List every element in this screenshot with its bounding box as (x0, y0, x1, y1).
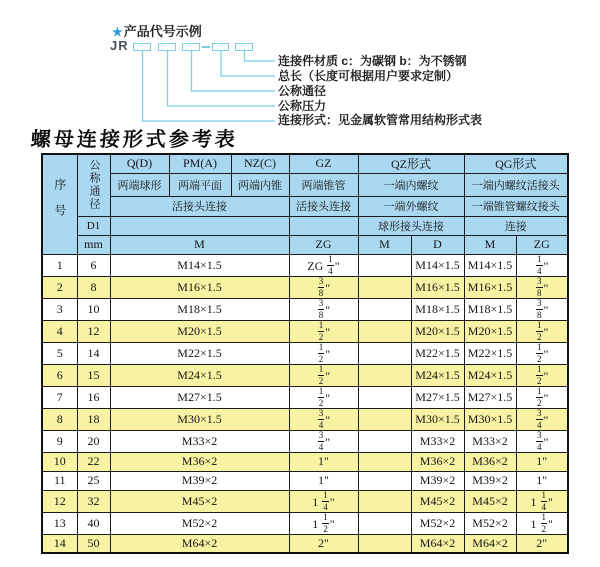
cell-m: M39×2 (110, 471, 289, 490)
cell-qz-m (358, 534, 411, 553)
cell-m: M52×2 (110, 512, 289, 534)
cell-qg-zg: $\frac{3}{4}$ " (516, 408, 568, 430)
cell-m: M36×2 (110, 452, 289, 471)
cell-qz-d: M64×2 (411, 534, 464, 553)
header-qz-m: M (358, 235, 411, 254)
table-row (42, 298, 568, 320)
diagram-label-length: 总长（长度可根据用户要求定制） (278, 69, 459, 83)
header-qg-zg: ZG (516, 235, 568, 254)
cell-qg-m: M20×1.5 (464, 320, 516, 342)
header-gz-sub: 两端锥管 (289, 173, 358, 196)
cell-qz-m (358, 430, 411, 452)
cell-gz-zg: $\frac{3}{8}$ " (289, 276, 358, 298)
header-qg-sub2: 一端锥管螺纹接头 (464, 196, 568, 216)
cell-gz-zg: $\frac{1}{2}$ " (289, 364, 358, 386)
table-row (42, 512, 568, 534)
cell-m: M64×2 (110, 534, 289, 553)
header-col-nz: NZ(C) (231, 154, 289, 173)
table-row (42, 276, 568, 298)
cell-seq: 13 (42, 512, 77, 534)
cell-d1: 8 (77, 276, 110, 298)
code-dash (202, 46, 210, 48)
cell-gz-zg: $\frac{1}{2}$ " (289, 320, 358, 342)
table-title: 螺母连接形式参考表 (30, 129, 239, 151)
cell-d1: 15 (77, 364, 110, 386)
cell-seq: 8 (42, 408, 77, 430)
diagram-label-connection: 连接形式：见金属软管常用结构形式表 (278, 113, 483, 127)
cell-seq: 1 (42, 254, 77, 276)
cell-qg-zg: 1 $\frac{1}{4}$ " (516, 490, 568, 512)
table-body (42, 254, 568, 553)
cell-qg-zg: $\frac{1}{4}$ " (516, 254, 568, 276)
cell-qz-d: M14×1.5 (411, 254, 464, 276)
cell-qz-d: M52×2 (411, 512, 464, 534)
cell-d1: 25 (77, 471, 110, 490)
cell-qg-zg: $\frac{1}{2}$ " (516, 342, 568, 364)
cell-qg-m: M27×1.5 (464, 386, 516, 408)
cell-qg-m: M24×1.5 (464, 364, 516, 386)
cell-qz-d: M24×1.5 (411, 364, 464, 386)
table-row (42, 254, 568, 276)
cell-d1: 32 (77, 490, 110, 512)
cell-qz-d: M16×1.5 (411, 276, 464, 298)
table-row (42, 452, 568, 471)
header-blank-gz (289, 216, 358, 235)
diagram-label-pressure: 公称压力 (278, 99, 327, 113)
cell-seq: 7 (42, 386, 77, 408)
diagram-heading-text: 产品代号示例 (123, 24, 202, 39)
header-nominal-diameter: 公称通径 (77, 154, 110, 216)
header-nz-sub: 两端内锥 (231, 173, 289, 196)
cell-qz-m (358, 276, 411, 298)
cell-gz-zg: 1" (289, 452, 358, 471)
cell-qz-m (358, 342, 411, 364)
header-col-pm: PM(A) (169, 154, 231, 173)
header-qz-sub3: 球形接头连接 (358, 216, 464, 235)
cell-gz-zg: $\frac{3}{8}$ " (289, 298, 358, 320)
cell-m: M16×1.5 (110, 276, 289, 298)
cell-m: M24×1.5 (110, 364, 289, 386)
header-seq: 序号 (42, 154, 77, 254)
cell-d1: 18 (77, 408, 110, 430)
cell-qg-m: M14×1.5 (464, 254, 516, 276)
cell-gz-zg: 1 $\frac{1}{2}$ " (289, 512, 358, 534)
cell-qz-d: M39×2 (411, 471, 464, 490)
header-qz-sub2: 一端外螺纹 (358, 196, 464, 216)
header-qz-d: D (411, 235, 464, 254)
header-zg-label: ZG (289, 235, 358, 254)
cell-qg-m: M33×2 (464, 430, 516, 452)
cell-seq: 12 (42, 490, 77, 512)
header-d1: D1 (77, 216, 110, 235)
table-row (42, 534, 568, 553)
cell-d1: 40 (77, 512, 110, 534)
code-box-4 (212, 43, 229, 51)
cell-qg-zg: 1 $\frac{1}{2}$ " (516, 512, 568, 534)
cell-seq: 5 (42, 342, 77, 364)
cell-seq: 9 (42, 430, 77, 452)
cell-qz-m (358, 364, 411, 386)
cell-d1: 20 (77, 430, 110, 452)
cell-qz-d: M22×1.5 (411, 342, 464, 364)
cell-seq: 4 (42, 320, 77, 342)
cell-qg-zg: $\frac{3}{4}$ " (516, 430, 568, 452)
cell-qz-d: M30×1.5 (411, 408, 464, 430)
header-gz-union: 活接头连接 (289, 196, 358, 216)
cell-d1: 6 (77, 254, 110, 276)
table-row (42, 408, 568, 430)
cell-qz-d: M20×1.5 (411, 320, 464, 342)
table-row (42, 386, 568, 408)
table-header (42, 154, 568, 254)
cell-qz-m (358, 408, 411, 430)
product-code: JR (110, 38, 129, 53)
cell-qg-zg: $\frac{1}{2}$ " (516, 320, 568, 342)
cell-qz-m (358, 320, 411, 342)
cell-qg-zg: $\frac{1}{2}$ " (516, 386, 568, 408)
code-box-2 (158, 43, 176, 51)
cell-qg-zg: $\frac{1}{2}$ " (516, 364, 568, 386)
cell-seq: 6 (42, 364, 77, 386)
diagram-label-material: 连接件材质 c：为碳钢 b：为不锈钢 (278, 54, 467, 68)
cell-qz-m (358, 452, 411, 471)
cell-qz-d: M45×2 (411, 490, 464, 512)
cell-seq: 3 (42, 298, 77, 320)
cell-m: M22×1.5 (110, 342, 289, 364)
cell-qg-zg: $\frac{3}{8}$ " (516, 276, 568, 298)
code-box-5 (235, 43, 253, 51)
header-mm: mm (77, 235, 110, 254)
cell-qz-d: M27×1.5 (411, 386, 464, 408)
cell-qz-m (358, 386, 411, 408)
cell-d1: 16 (77, 386, 110, 408)
cell-qz-m (358, 298, 411, 320)
table-row (42, 471, 568, 490)
cell-qg-m: M36×2 (464, 452, 516, 471)
cell-gz-zg: $\frac{1}{2}$ " (289, 342, 358, 364)
cell-qz-d: M36×2 (411, 452, 464, 471)
table-row (42, 364, 568, 386)
cell-qz-m (358, 471, 411, 490)
cell-qg-m: M22×1.5 (464, 342, 516, 364)
cell-d1: 12 (77, 320, 110, 342)
header-qg-sub3: 连接 (464, 216, 568, 235)
cell-qz-m (358, 490, 411, 512)
header-col-q: Q(D) (110, 154, 169, 173)
cell-gz-zg: ZG $\frac{1}{4}$ " (289, 254, 358, 276)
cell-qg-zg: 1" (516, 471, 568, 490)
cell-qg-zg: 1" (516, 452, 568, 471)
cell-d1: 14 (77, 342, 110, 364)
code-box-3 (182, 43, 200, 51)
header-col-qz: QZ形式 (358, 154, 464, 173)
cell-qz-d: M33×2 (411, 430, 464, 452)
cell-gz-zg: 2" (289, 534, 358, 553)
cell-m: M33×2 (110, 430, 289, 452)
cell-qz-d: M18×1.5 (411, 298, 464, 320)
cell-m: M27×1.5 (110, 386, 289, 408)
cell-qg-m: M16×1.5 (464, 276, 516, 298)
reference-table (41, 153, 569, 554)
header-qg-sub1: 一端内螺纹活接头 (464, 173, 568, 196)
cell-seq: 10 (42, 452, 77, 471)
code-box-1 (133, 43, 151, 51)
cell-qg-m: M18×1.5 (464, 298, 516, 320)
cell-d1: 50 (77, 534, 110, 553)
header-union-joint: 活接头连接 (110, 196, 289, 216)
table-row (42, 430, 568, 452)
header-blank-qpmnz (110, 216, 289, 235)
header-m-label: M (110, 235, 289, 254)
cell-qg-m: M30×1.5 (464, 408, 516, 430)
cell-gz-zg: $\frac{1}{2}$ " (289, 386, 358, 408)
cell-gz-zg: $\frac{3}{4}$ " (289, 430, 358, 452)
cell-seq: 11 (42, 471, 77, 490)
cell-d1: 10 (77, 298, 110, 320)
cell-seq: 2 (42, 276, 77, 298)
cell-gz-zg: 1 $\frac{1}{4}$ " (289, 490, 358, 512)
cell-qg-zg: $\frac{3}{8}$ " (516, 298, 568, 320)
header-col-qg: QG形式 (464, 154, 568, 173)
table-row (42, 490, 568, 512)
cell-qg-m: M39×2 (464, 471, 516, 490)
header-qz-sub1: 一端内螺纹 (358, 173, 464, 196)
cell-qg-m: M45×2 (464, 490, 516, 512)
header-q-sub: 两端球形 (110, 173, 169, 196)
cell-gz-zg: 1" (289, 471, 358, 490)
cell-seq: 14 (42, 534, 77, 553)
diagram-label-diameter: 公称通径 (278, 84, 327, 98)
cell-m: M18×1.5 (110, 298, 289, 320)
cell-m: M20×1.5 (110, 320, 289, 342)
star-icon: ★ (112, 25, 123, 39)
header-col-gz: GZ (289, 154, 358, 173)
table-row (42, 342, 568, 364)
cell-m: M30×1.5 (110, 408, 289, 430)
header-qg-m: M (464, 235, 516, 254)
cell-qg-zg: 2" (516, 534, 568, 553)
table-row (42, 320, 568, 342)
cell-m: M14×1.5 (110, 254, 289, 276)
cell-qz-m (358, 512, 411, 534)
cell-qg-m: M52×2 (464, 512, 516, 534)
cell-gz-zg: $\frac{3}{4}$ " (289, 408, 358, 430)
cell-qg-m: M64×2 (464, 534, 516, 553)
cell-qz-m (358, 254, 411, 276)
cell-d1: 22 (77, 452, 110, 471)
cell-m: M45×2 (110, 490, 289, 512)
header-pm-sub: 两端平面 (169, 173, 231, 196)
